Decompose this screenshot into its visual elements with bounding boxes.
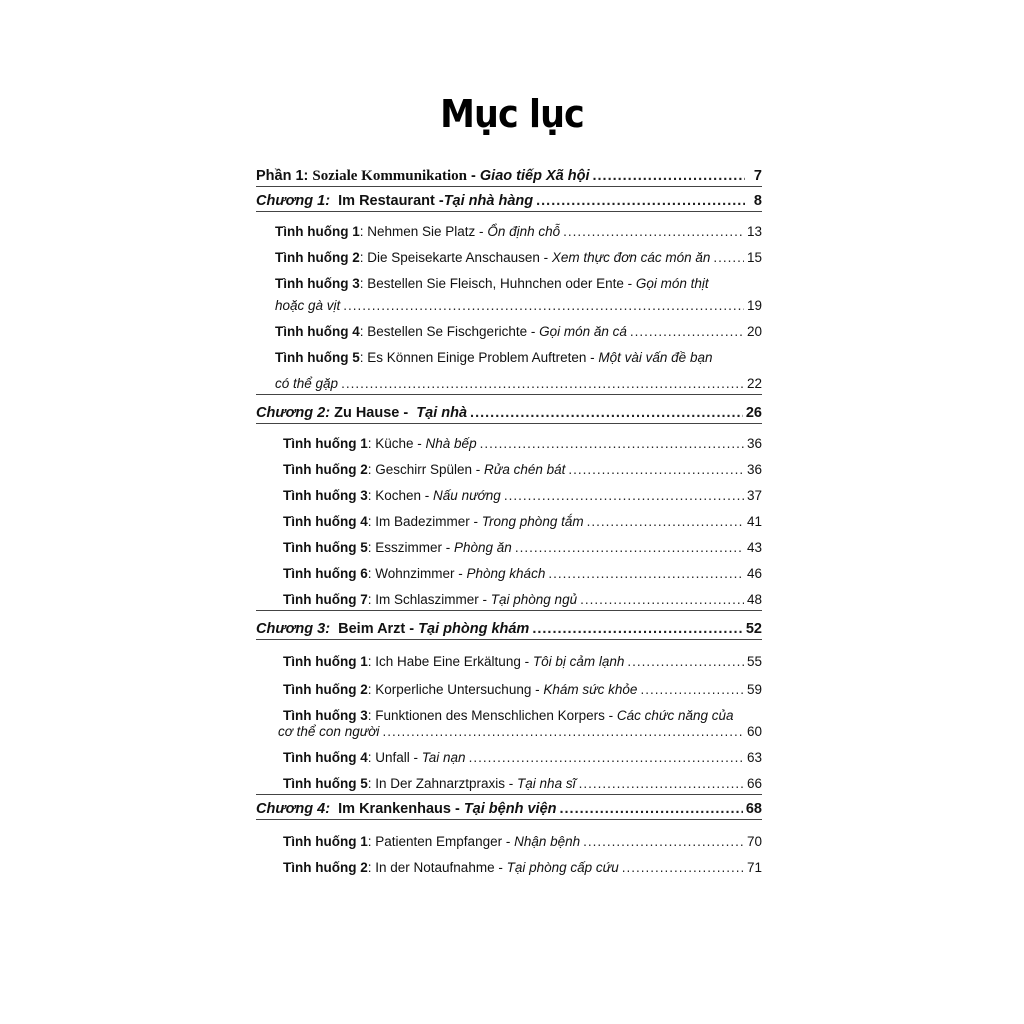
situation-german: Wohnzimmer - [375, 566, 467, 581]
situation-vn: Các chức năng của [616, 708, 734, 723]
page-number: 52 [745, 621, 762, 637]
page-number: 7 [753, 168, 762, 184]
leader-dots [536, 193, 745, 209]
chapter-german-title: Im Krankenhaus - [338, 801, 460, 817]
toc-situation[interactable]: Tình huống 1 : Ich Habe Eine Erkältung - Tôi bị cảm lạnh ..... 55 [256, 654, 762, 670]
toc-chapter-4[interactable] [256, 801, 762, 817]
situation-label: Tình huống 3 [275, 276, 360, 291]
toc-situation[interactable]: Tình huống 3 : Funktionen des Menschlichen Korpers - Các chức năng của [283, 708, 734, 723]
toc-situation[interactable]: Tình huống 2 : Geschirr Spülen - Rửa chén bát ..... 36 [256, 462, 762, 478]
toc-situation[interactable]: Tình huống 5 : Esszimmer - Phòng ăn ..... 43 [256, 540, 762, 556]
situation-german: Korperliche Untersuchung - [375, 682, 544, 697]
chapter-vn-title: Tại nhà [416, 405, 468, 421]
toc-situation[interactable]: Tình huống 2 : In der Notaufnahme - Tại phòng cấp cứu ..... 71 [256, 860, 762, 876]
situation-label: Tình huống 3 [283, 708, 368, 723]
toc-situation[interactable]: Tình huống 7 : Im Schlaszimmer - Tại phòng ngủ ..... 48 [256, 592, 762, 608]
page-number: 19 [746, 298, 762, 313]
situation-vn: Gọi món ăn cá [539, 324, 627, 339]
situation-german: Ich Habe Eine Erkältung - [375, 654, 533, 669]
leader-dots [580, 592, 744, 608]
situation-label: Tình huống 1 [283, 654, 368, 669]
page-number: 36 [746, 436, 762, 451]
leader-dots [343, 298, 744, 314]
page-number: 48 [746, 592, 762, 607]
situation-german: Im Schlaszimmer - [375, 592, 491, 607]
leader-dots [563, 224, 744, 240]
leader-dots [640, 682, 744, 698]
page-number: 59 [746, 682, 762, 697]
situation-vn: Một vài vấn đề bạn [598, 350, 713, 365]
toc-situation[interactable]: Tình huống 5 : In Der Zahnarztpraxis - Tại nha sĩ ..... 66 [256, 776, 762, 792]
situation-vn: Tại phòng ngủ [490, 592, 578, 607]
page-number: 36 [746, 462, 762, 477]
toc-situation[interactable]: Tình huống 4 : Unfall - Tai nạn ..... 63 [256, 750, 762, 766]
chapter-label: Chương 2: [256, 405, 331, 421]
chapter-label: Chương 1: [256, 193, 331, 209]
situation-label: Tình huống 2 [283, 462, 368, 477]
leader-dots [592, 168, 745, 184]
situation-label: Tình huống 1 [283, 834, 368, 849]
situation-german: Patienten Empfanger - [375, 834, 515, 849]
leader-dots [532, 621, 743, 637]
part-german-title: Soziale Kommunikation [312, 168, 468, 184]
situation-vn: Xem thực đơn các món ăn [551, 250, 711, 265]
leader-dots [504, 488, 744, 504]
page-number: 66 [746, 776, 762, 791]
situation-vn: Ổn định chỗ [487, 224, 561, 239]
situation-vn: Nấu nướng [433, 488, 501, 503]
toc-situation[interactable]: Tình huống 1 : Nehmen Sie Platz - Ổn định chỗ ..... 13 [256, 224, 762, 240]
chapter-german-title: Im Restaurant - [338, 193, 444, 209]
leader-dots [469, 750, 744, 766]
chapter-german-title: Zu Hause - [334, 405, 409, 421]
toc-situation[interactable]: Tình huống 3 : Kochen - Nấu nướng ..... 37 [256, 488, 762, 504]
chapter-vn-title: Tại phòng khám [418, 621, 530, 637]
part-vn-title: Giao tiếp Xã hội [479, 168, 590, 184]
situation-label: Tình huống 4 [275, 324, 360, 339]
situation-german: Unfall - [375, 750, 422, 765]
situation-german: Die Speisekarte Anschausen - [367, 250, 552, 265]
page-number: 20 [746, 324, 762, 339]
toc-situation[interactable]: Tình huống 3 : Bestellen Sie Fleisch, Huhnchen oder Ente - Gọi món thịt [275, 276, 709, 291]
situation-label: Tình huống 7 [283, 592, 368, 607]
toc-situation-continued[interactable] [256, 376, 762, 392]
situation-vn: Phòng khách [466, 566, 546, 581]
page-number: 71 [746, 860, 762, 875]
part-label: Phần 1: [256, 168, 309, 184]
situation-vn: Rửa chén bát [484, 462, 566, 477]
leader-dots [515, 540, 744, 556]
situation-german: Im Badezimmer - [375, 514, 482, 529]
page-number: 70 [746, 834, 762, 849]
situation-vn: Khám sức khỏe [543, 682, 638, 697]
toc-situation-continued[interactable] [256, 724, 762, 740]
situation-vn: Tai nạn [421, 750, 466, 765]
situation-german: Kochen - [375, 488, 434, 503]
situation-german: Nehmen Sie Platz - [367, 224, 488, 239]
chapter-label: Chương 4: [256, 801, 331, 817]
situation-vn: Trong phòng tắm [481, 514, 584, 529]
page-number: 26 [745, 405, 762, 421]
leader-dots [583, 834, 744, 850]
toc-situation[interactable]: Tình huống 4 : Bestellen Se Fischgerichte - Gọi món ăn cá ..... 20 [256, 324, 762, 340]
situation-vn-continued: có thể gặp [275, 376, 339, 391]
chapter-vn-title: Tại bệnh viện [463, 801, 557, 817]
leader-dots [713, 250, 744, 266]
situation-label: Tình huống 4 [283, 514, 368, 529]
page-number: 41 [746, 514, 762, 529]
situation-label: Tình huống 5 [283, 540, 368, 555]
situation-german: Bestellen Se Fischgerichte - [367, 324, 540, 339]
situation-label: Tình huống 1 [275, 224, 360, 239]
situation-label: Tình huống 2 [283, 860, 368, 875]
toc-situation-continued[interactable] [256, 298, 762, 314]
toc-chapter-2[interactable] [256, 405, 762, 421]
situation-german: Geschirr Spülen - [375, 462, 485, 477]
page-number: 46 [746, 566, 762, 581]
situation-vn: Nhận bệnh [514, 834, 581, 849]
part-dash: - [467, 168, 480, 184]
situation-german: Funktionen des Menschlichen Korpers - [375, 708, 617, 723]
leader-dots [587, 514, 744, 530]
situation-vn: Gọi món thịt [635, 276, 709, 291]
leader-dots [627, 654, 744, 670]
page-number: 15 [746, 250, 762, 265]
page-number: 37 [746, 488, 762, 503]
page-number: 43 [746, 540, 762, 555]
situation-vn: Tại nha sĩ [517, 776, 576, 791]
situation-label: Tình huống 5 [275, 350, 360, 365]
leader-dots [382, 724, 744, 740]
page-number: 63 [746, 750, 762, 765]
situation-label: Tình huống 3 [283, 488, 368, 503]
situation-german: In Der Zahnarztpraxis - [375, 776, 518, 791]
toc-part-1[interactable] [256, 168, 762, 184]
toc-situation[interactable]: Tình huống 2 : Die Speisekarte Anschausen - Xem thực đơn các món ăn ..... 15 [256, 250, 762, 266]
leader-dots [548, 566, 744, 582]
situation-german: In der Notaufnahme - [375, 860, 507, 875]
toc-chapter-3[interactable] [256, 621, 762, 637]
leader-dots [622, 860, 744, 876]
situation-label: Tình huống 6 [283, 566, 368, 581]
situation-german: Bestellen Sie Fleisch, Huhnchen oder Ente - [367, 276, 636, 291]
toc-situation[interactable]: Tình huống 5 : Es Können Einige Problem Auftreten - Một vài vấn đề bạn [275, 350, 713, 365]
leader-dots [630, 324, 744, 340]
page-number: 8 [753, 193, 762, 209]
leader-dots [579, 776, 744, 792]
chapter-label: Chương 3: [256, 621, 331, 637]
page-number: 68 [745, 801, 762, 817]
page-number: 60 [746, 724, 762, 739]
situation-vn: Nhà bếp [425, 436, 477, 451]
leader-dots [480, 436, 744, 452]
situation-german: Esszimmer - [375, 540, 454, 555]
leader-dots [341, 376, 744, 392]
leader-dots [560, 801, 743, 817]
page-title: Mục lục [440, 92, 584, 136]
situation-german: Es Können Einige Problem Auftreten - [367, 350, 599, 365]
chapter-vn-title: Tại nhà hàng [443, 193, 534, 209]
situation-german: Küche - [375, 436, 426, 451]
leader-dots [470, 405, 743, 421]
situation-label: Tình huống 4 [283, 750, 368, 765]
situation-label: Tình huống 1 [283, 436, 368, 451]
situation-vn-continued: hoặc gà vịt [275, 298, 341, 313]
situation-label: Tình huống 2 [283, 682, 368, 697]
situation-vn-continued: cơ thể con người [278, 724, 380, 739]
chapter-german-title: Beim Arzt - [338, 621, 415, 637]
toc-situation[interactable]: Tình huống 4 : Im Badezimmer - Trong phòng tắm ..... 41 [256, 514, 762, 530]
situation-label: Tình huống 5 [283, 776, 368, 791]
toc-situation[interactable]: Tình huống 6 : Wohnzimmer - Phòng khách ..... 46 [256, 566, 762, 582]
table-of-contents [256, 168, 762, 876]
situation-vn: Tôi bị cảm lạnh [532, 654, 625, 669]
toc-situation[interactable]: Tình huống 1 : Patienten Empfanger - Nhận bệnh ..... 70 [256, 834, 762, 850]
toc-situation[interactable]: Tình huống 2 : Korperliche Untersuchung - Khám sức khỏe ..... 59 [256, 682, 762, 698]
page-number: 13 [746, 224, 762, 239]
toc-chapter-1[interactable] [256, 193, 762, 209]
page-number: 22 [746, 376, 762, 391]
situation-vn: Phòng ăn [454, 540, 512, 555]
page-number: 55 [746, 654, 762, 669]
situation-label: Tình huống 2 [275, 250, 360, 265]
toc-situation[interactable]: Tình huống 1 : Küche - Nhà bếp ..... 36 [256, 436, 762, 452]
situation-vn: Tại phòng cấp cứu [506, 860, 619, 875]
leader-dots [568, 462, 744, 478]
